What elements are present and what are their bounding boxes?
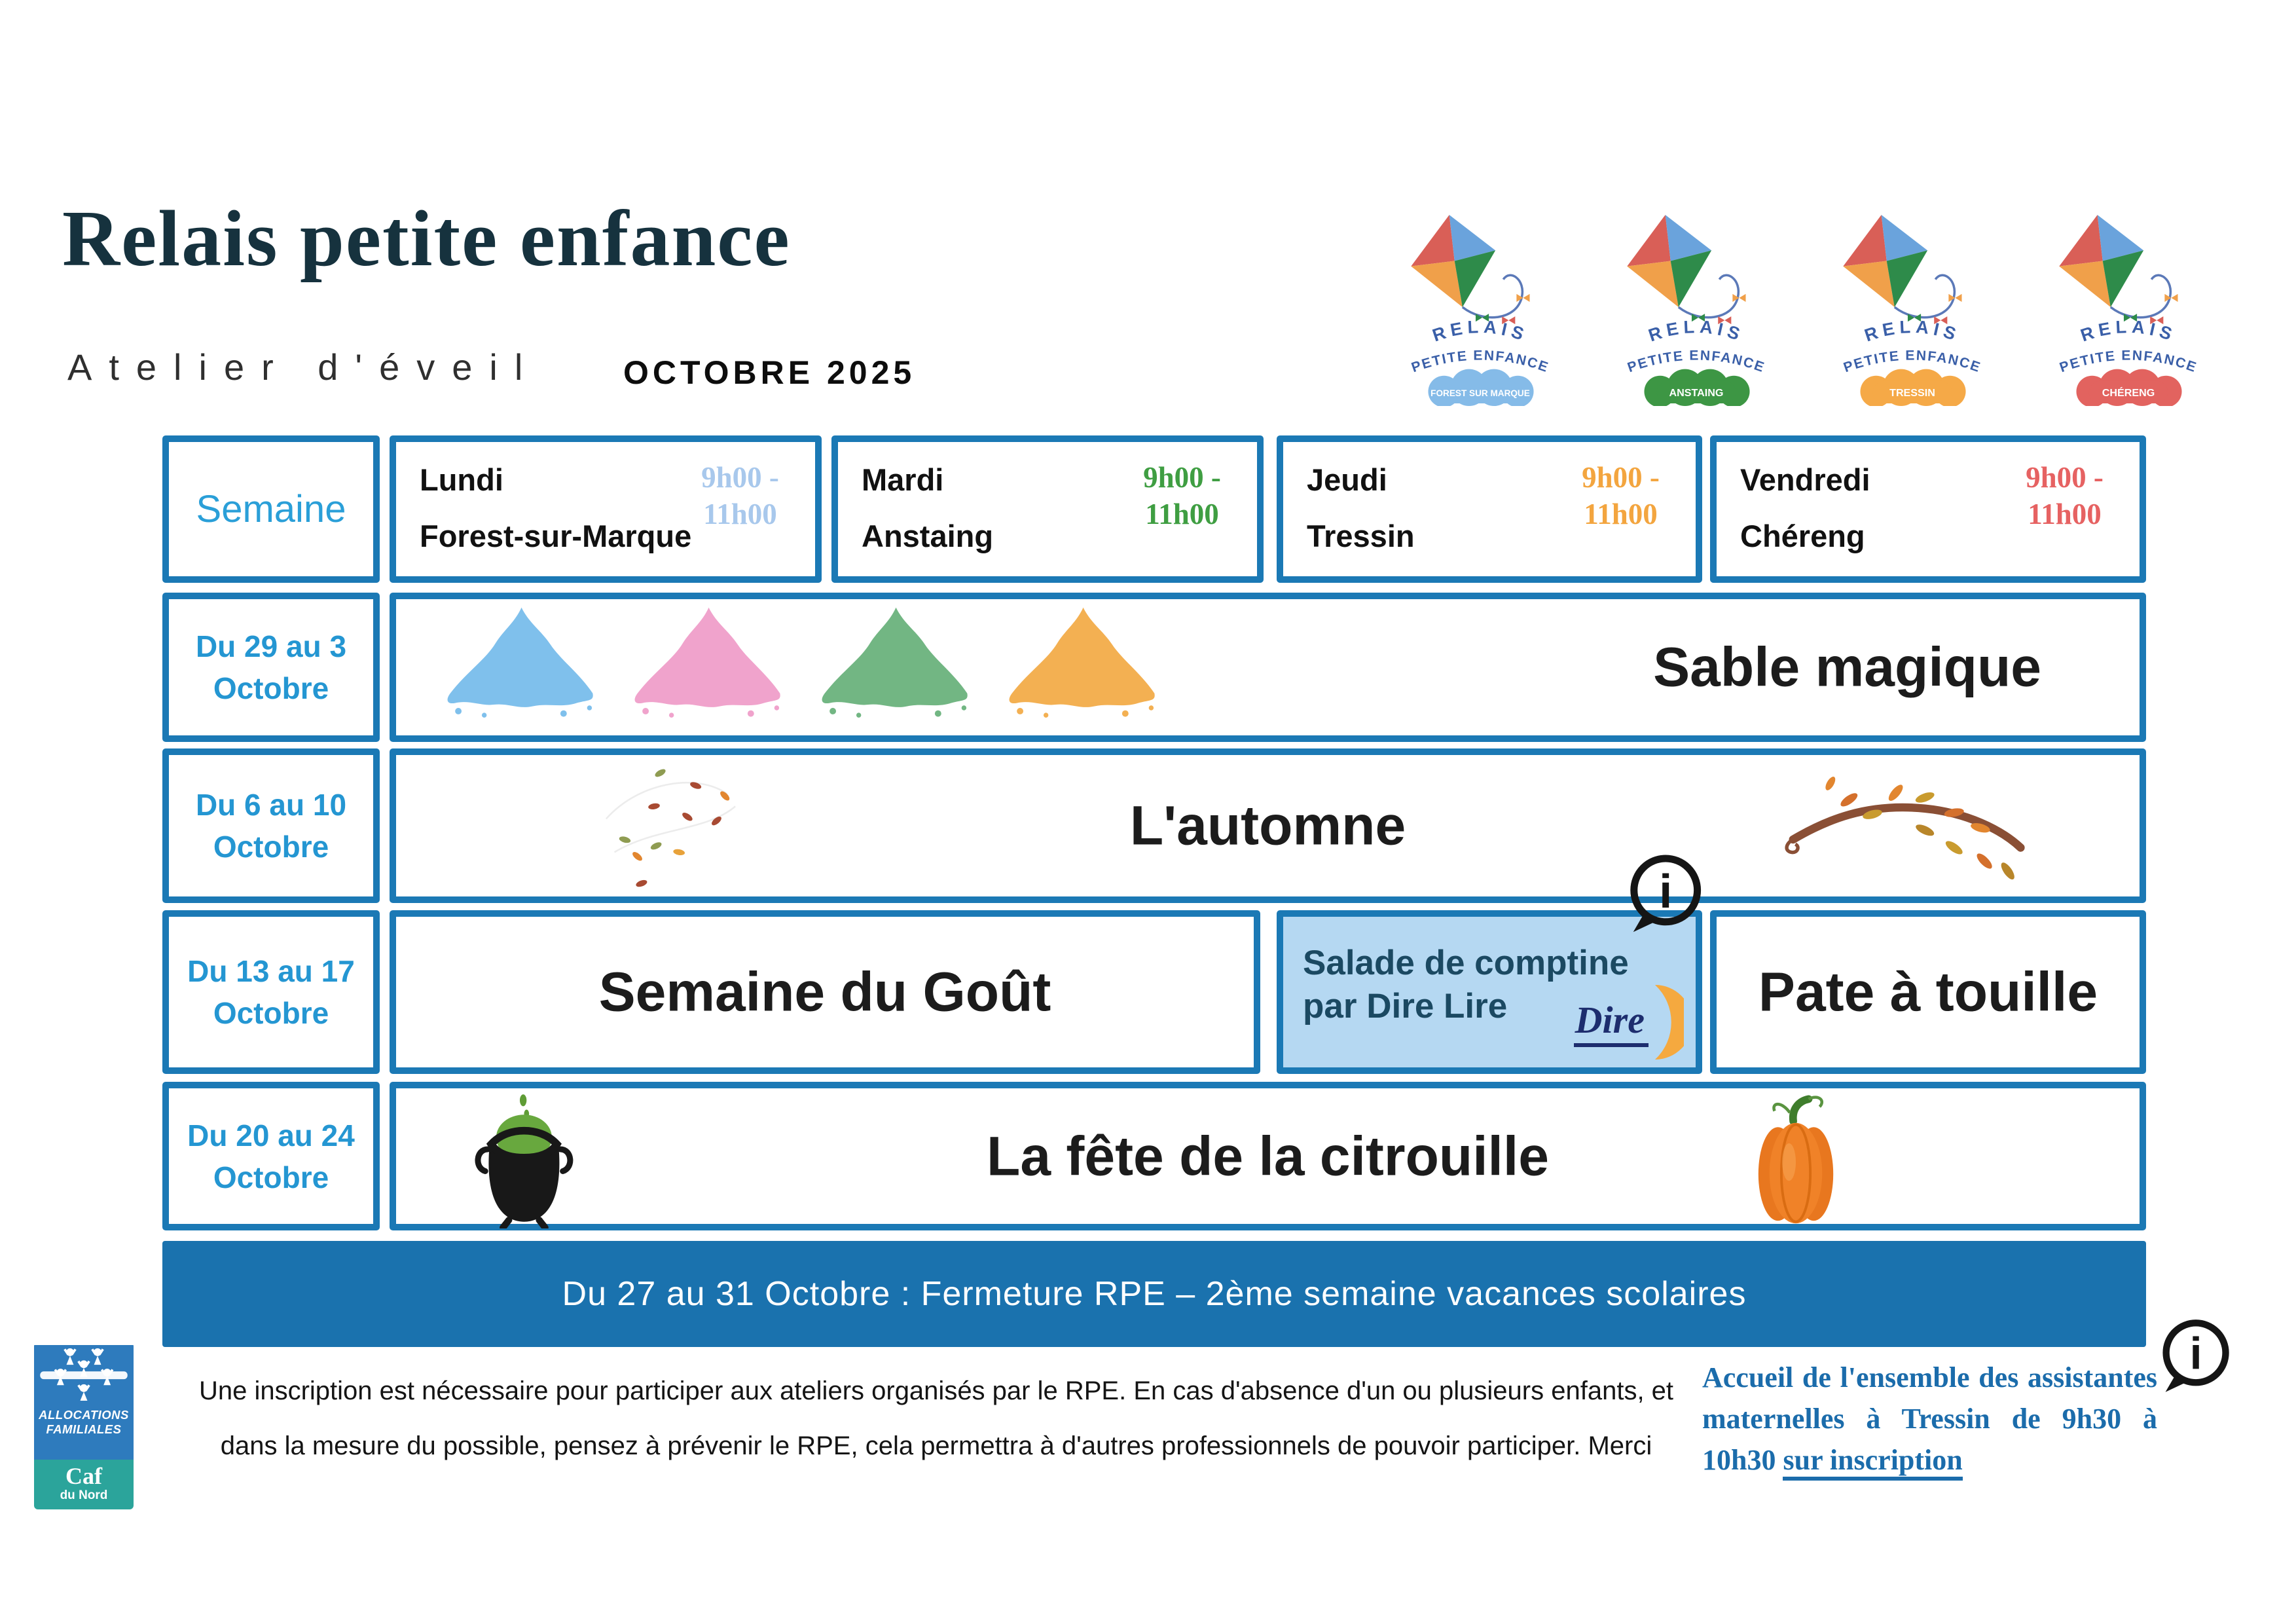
svg-text:RELAIS bbox=[1862, 316, 1963, 346]
tressin-welcome-text: Accueil de l'ensemble des assistantes maternelles à Tressin de 9h30 à 10h30 bbox=[1702, 1361, 2157, 1476]
svg-text:RELAIS bbox=[1430, 316, 1531, 346]
day-header-vendredi bbox=[1710, 435, 2146, 583]
day-time: 9h00 - 11h00 bbox=[2026, 461, 2104, 530]
crescent-moon-icon bbox=[1650, 984, 1684, 1061]
svg-text:i: i bbox=[1659, 864, 1673, 918]
sand-pile-pink-icon bbox=[621, 594, 799, 733]
page-title: Relais petite enfance bbox=[62, 194, 791, 283]
kite-logo-chereng bbox=[2052, 208, 2204, 406]
info-bubble-icon bbox=[1621, 851, 1707, 938]
week-label-29-3 bbox=[162, 593, 380, 742]
activity-cell-semaine-du-gout bbox=[390, 910, 1260, 1074]
activity-label: Sable magique bbox=[1653, 636, 2041, 698]
sand-pile-orange-icon bbox=[996, 594, 1174, 733]
page-subtitle: Atelier d'éveil bbox=[67, 346, 540, 388]
logo-brand-line1: RELAIS bbox=[2077, 316, 2179, 346]
kite-icon bbox=[1627, 215, 1745, 324]
caf-allocations-label: ALLOCATIONS bbox=[39, 1408, 129, 1422]
svg-text:PETITE ENFANCE bbox=[1410, 348, 1551, 375]
sand-pile-blue-icon bbox=[434, 594, 612, 733]
logo-brand-line2: PETITE ENFANCE bbox=[1841, 348, 1984, 376]
salade-line1: Salade de comptine bbox=[1303, 944, 1629, 982]
kite-icon bbox=[1843, 215, 1961, 324]
day-name: Jeudi bbox=[1307, 462, 1387, 497]
day-time: 9h00 - 11h00 bbox=[701, 461, 779, 530]
caf-familiales-label: FAMILIALES bbox=[46, 1422, 122, 1436]
day-city: Chéreng bbox=[1740, 519, 1865, 553]
week-month: Octobre bbox=[213, 830, 329, 864]
svg-text:RELAIS bbox=[1646, 316, 1747, 346]
tressin-welcome-note bbox=[1702, 1357, 2157, 1481]
logo-town-label: FOREST SUR MARQUE bbox=[1430, 388, 1530, 398]
activity-label: Semaine du Goût bbox=[598, 961, 1051, 1023]
day-time: 9h00 - 11h00 bbox=[1582, 461, 1660, 530]
week-label-13-17 bbox=[162, 910, 380, 1074]
activity-label: La fête de la citrouille bbox=[987, 1125, 1549, 1187]
week-dates: Du 29 au 3 bbox=[195, 629, 347, 663]
day-city: Forest-sur-Marque bbox=[420, 519, 692, 553]
week-month: Octobre bbox=[213, 996, 329, 1030]
logo-brand-line2: PETITE ENFANCE bbox=[2057, 348, 2200, 376]
caf-du-nord-logo bbox=[34, 1342, 134, 1509]
logo-cloud bbox=[1428, 369, 1533, 406]
sur-inscription-underlined: sur inscription bbox=[1783, 1444, 1962, 1481]
sand-pile-green-icon bbox=[809, 594, 987, 733]
caf-region: du Nord bbox=[60, 1488, 108, 1502]
day-name: Mardi bbox=[862, 462, 944, 497]
logo-town-label: ANSTAING bbox=[1669, 386, 1724, 399]
activity-row-sable-magique bbox=[390, 593, 2146, 742]
kite-logo-tressin bbox=[1836, 208, 1988, 406]
activity-row-automne bbox=[390, 748, 2146, 903]
info-bubble-icon bbox=[2154, 1316, 2235, 1397]
kite-icon bbox=[1411, 215, 1529, 324]
activity-label: L'automne bbox=[1129, 794, 1406, 857]
logo-brand-line2: PETITE ENFANCE bbox=[1625, 348, 1768, 376]
week-column-header: Semaine bbox=[162, 435, 380, 583]
day-city: Anstaing bbox=[862, 519, 994, 553]
day-time: 9h00 - 11h00 bbox=[1143, 461, 1221, 530]
week-dates: Du 6 au 10 bbox=[195, 788, 347, 822]
caf-family-figures-icon bbox=[38, 1345, 130, 1408]
svg-text:PETITE ENFANCE bbox=[1626, 348, 1767, 375]
day-name: Lundi bbox=[420, 462, 503, 497]
kite-logo-forest-sur-marque bbox=[1404, 208, 1556, 406]
day-city: Tressin bbox=[1307, 519, 1415, 553]
pumpkin-icon bbox=[1740, 1092, 1852, 1228]
week-dates: Du 13 au 17 bbox=[187, 954, 355, 988]
week-dates: Du 20 au 24 bbox=[187, 1118, 355, 1153]
kite-icon bbox=[2059, 215, 2178, 324]
dire-lire-logo bbox=[1574, 984, 1684, 1061]
logo-brand-line2: PETITE ENFANCE bbox=[1409, 348, 1552, 376]
logo-brand-line1: RELAIS bbox=[1861, 316, 1963, 346]
autumn-branch-icon bbox=[1763, 759, 2046, 893]
logo-brand-line1: RELAIS bbox=[1645, 316, 1747, 346]
svg-text:PETITE ENFANCE bbox=[2058, 348, 2199, 375]
day-header-mardi bbox=[831, 435, 1264, 583]
activity-label: Pate à touille bbox=[1758, 961, 2098, 1023]
week-month: Octobre bbox=[213, 1160, 329, 1194]
caf-logo-top bbox=[34, 1345, 134, 1460]
week-label-6-10 bbox=[162, 748, 380, 903]
closure-banner bbox=[162, 1241, 2146, 1347]
svg-text:RELAIS bbox=[2078, 316, 2179, 346]
salade-line2: par Dire Lire bbox=[1303, 987, 1508, 1025]
dire-logo-text: Dire bbox=[1574, 998, 1649, 1047]
day-header-lundi bbox=[390, 435, 822, 583]
caf-logo-bottom bbox=[34, 1460, 134, 1509]
activity-cell-pate-a-touille bbox=[1710, 910, 2146, 1074]
registration-note: Une inscription est nécessaire pour participer aux ateliers organisés par le RPE. En cas d'absence d'un ou plusieurs enfants, et dans la mesure du possible, pensez à prévenir le RPE, cela permettra à d'autres professionnels de pouvoir participer. Merci bbox=[198, 1376, 1674, 1460]
logo-brand-line1: RELAIS bbox=[1429, 316, 1531, 346]
closure-banner-text: Du 27 au 31 Octobre : Fermeture RPE – 2ème semaine vacances scolaires bbox=[562, 1275, 1747, 1313]
kite-logo-anstaing bbox=[1620, 208, 1772, 406]
day-header-jeudi bbox=[1277, 435, 1702, 583]
week-month: Octobre bbox=[213, 671, 329, 705]
logo-town-label: CHÉRENG bbox=[2102, 386, 2155, 399]
day-name: Vendredi bbox=[1740, 462, 1870, 497]
activity-row-citrouille bbox=[390, 1082, 2146, 1230]
svg-text:PETITE ENFANCE bbox=[1842, 348, 1983, 375]
logo-town-label: TRESSIN bbox=[1889, 386, 1935, 399]
svg-text:i: i bbox=[2189, 1329, 2202, 1379]
caf-name: Caf bbox=[65, 1463, 102, 1489]
month-label: OCTOBRE 2025 bbox=[623, 354, 916, 391]
week-label-20-24 bbox=[162, 1082, 380, 1230]
